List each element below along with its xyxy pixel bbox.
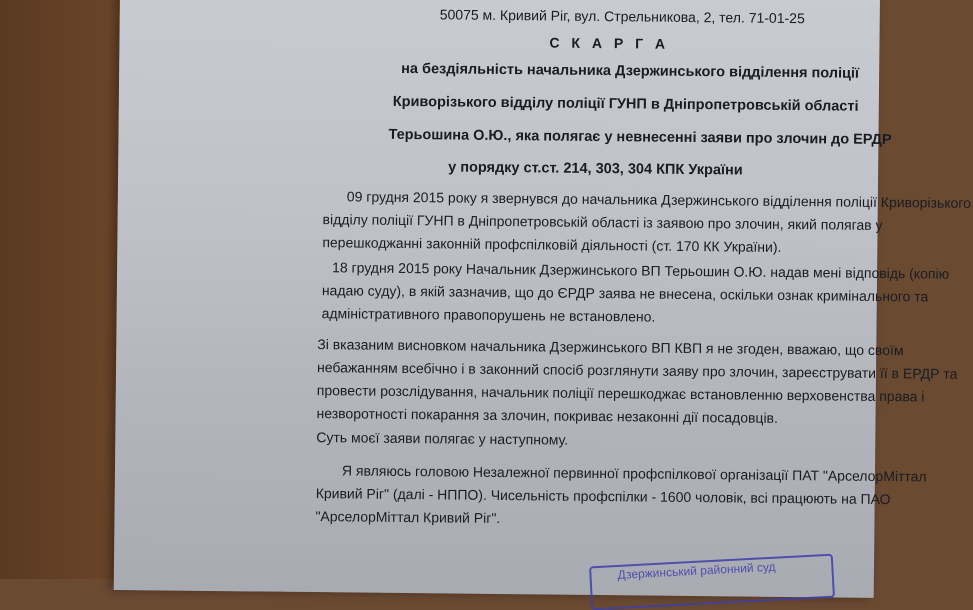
paragraph-5-line-2: Кривий Ріг" (далі - НППО). Чисельність профспілки - 1600 чоловік, всі працюють на ПАО (315, 485, 891, 508)
paragraph-2-line-2: надаю суду), в якій зазначив, що до ЄРДР заява не внесена, оскільки ознак кримінального та (321, 282, 929, 305)
paragraph-4-line-1: Суть моєї заяви полягає у наступному. (316, 429, 569, 448)
title-line-3: Терьошина О.Ю., яка полягає у невнесенні заяви про злочин до ЕРДР (388, 126, 892, 149)
paragraph-3-line-4: незворотності покарання за злочин, покриває незаконні дії посадовців. (316, 405, 779, 426)
paragraph-1-line-1: 09 грудня 2015 року я звернувся до начальника Дзержинського відділення поліції Криворізького (346, 188, 972, 211)
paragraph-2-line-1: 18 грудня 2015 року Начальник Дзержинського ВП Терьошин О.Ю. надав мені відповідь (копію (332, 259, 950, 282)
paragraph-2-line-3: адміністративного правопорушень не встановлено. (321, 305, 656, 325)
title-line-4: у порядку ст.ст. 214, 303, 304 КПК України (448, 159, 743, 179)
paragraph-3-line-1: Зі вказаним висновком начальника Дзержинського ВП КВП я не згоден, вважаю, що своїм (317, 336, 904, 359)
paragraph-5-line-3: "АрселорМіттал Кривий Ріг". (315, 508, 501, 527)
sender-address: 50075 м. Кривий Ріг, вул. Стрельникова, 2, тел. 71-01-25 (439, 6, 805, 27)
paragraph-3-line-2: небажанням всебічно і в законний спосіб розглянути заяву про злочин, зареєструвати її в ЕРДР та (316, 359, 958, 382)
document-page (114, 0, 972, 598)
paragraph-1-line-2: відділу поліції ГУНП в Дніпропетровській області із заявою про злочин, який полягав у (322, 211, 883, 233)
stamp-text: Дзержинський районний суд (617, 559, 776, 582)
paragraph-3-line-3: провести розслідування, начальник поліції перешкоджає встановленню верховенства права і (316, 382, 925, 405)
title-line-2: Криворізького відділу поліції ГУНП в Дніпропетровській області (392, 93, 859, 115)
title-line-1: на бездіяльність начальника Дзержинського відділення поліції (401, 60, 860, 82)
paragraph-5-line-1: Я являюсь головою Незалежної первинної профспілкової організації ПАТ "АрселорМіттал (341, 462, 927, 485)
paragraph-1-line-3: перешкоджанні законній профспілковій діяльності (ст. 170 КК України). (322, 234, 782, 255)
document-title: С К А Р Г А (549, 34, 670, 52)
